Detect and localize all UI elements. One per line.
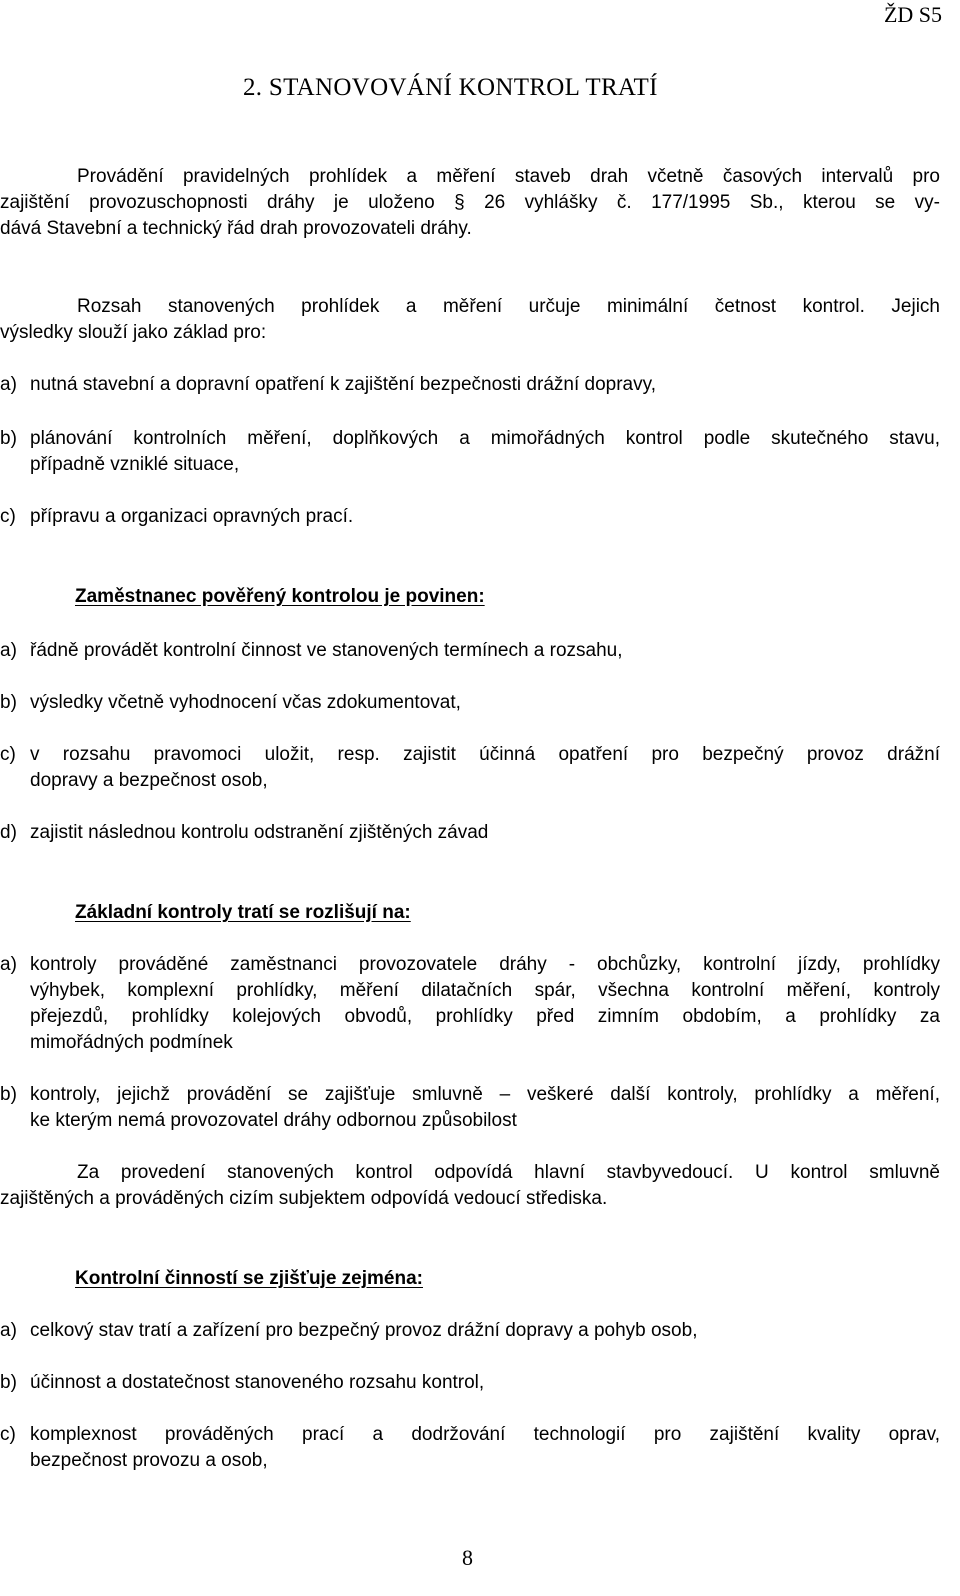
section-heading-activity: Kontrolní činností se zjišťuje zejména:	[75, 1268, 423, 1289]
chapter-title: 2. STANOVOVÁNÍ KONTROL TRATÍ	[243, 74, 658, 101]
list-item-text: zajistit následnou kontrolu odstranění zjištěných závad	[30, 822, 489, 843]
page-number: 8	[462, 1545, 473, 1570]
list-item-label: a)	[0, 1320, 17, 1341]
list-item-label: b)	[0, 692, 17, 713]
list-item-text: případně vzniklé situace,	[30, 454, 240, 475]
paragraph-line: Rozsah stanovených prohlídek a měření určuje minimální četnost kontrol. Jejich	[77, 296, 940, 317]
paragraph-line: Provádění pravidelných prohlídek a měření staveb drah včetně časových intervalů pro	[77, 166, 940, 187]
list-item-text: účinnost a dostatečnost stanoveného rozsahu kontrol,	[30, 1372, 485, 1393]
section-heading-employee: Zaměstnanec pověřený kontrolou je povinen:	[75, 586, 485, 607]
list-item-text: dopravy a bezpečnost osob,	[30, 770, 268, 791]
list-item-label: d)	[0, 822, 17, 843]
paragraph-line: zajištění provozuschopnosti dráhy je uloženo § 26 vyhlášky č. 177/1995 Sb., kterou se vy-	[0, 192, 940, 213]
list-item-text: výsledky včetně vyhodnocení včas zdokumentovat,	[30, 692, 461, 713]
list-item-label: a)	[0, 954, 17, 975]
list-item-label: c)	[0, 506, 16, 527]
list-item-text: přípravu a organizaci opravných prací.	[30, 506, 354, 527]
list-item-label: c)	[0, 744, 16, 765]
list-item-label: b)	[0, 428, 17, 449]
list-item-label: a)	[0, 640, 17, 661]
list-item-label: c)	[0, 1424, 16, 1445]
list-item-text: plánování kontrolních měření, doplňkových a mimořádných kontrol podle skutečného stavu,	[30, 428, 940, 449]
list-item-text: mimořádných podmínek	[30, 1032, 233, 1053]
list-item-text: řádně provádět kontrolní činnost ve stanovených termínech a rozsahu,	[30, 640, 623, 661]
paragraph-line: výsledky slouží jako základ pro:	[0, 322, 267, 343]
list-item-text: výhybek, komplexní prohlídky, měření dilatačních spár, všechna kontrolní měření, kontroly	[30, 980, 940, 1001]
list-item-text: celkový stav tratí a zařízení pro bezpečný provoz drážní dopravy a pohyb osob,	[30, 1320, 698, 1341]
list-item-text: přejezdů, prohlídky kolejových obvodů, prohlídky před zimním obdobím, a prohlídky za	[30, 1006, 940, 1027]
list-item-text: kontroly prováděné zaměstnanci provozovatele dráhy - obchůzky, kontrolní jízdy, prohlídky	[30, 954, 940, 975]
list-item-label: b)	[0, 1372, 17, 1393]
list-item-text: nutná stavební a dopravní opatření k zajištění bezpečnosti drážní dopravy,	[30, 374, 656, 395]
section-heading-basic-controls: Základní kontroly tratí se rozlišují na:	[75, 902, 411, 923]
list-item-text: komplexnost prováděných prací a dodržování technologií pro zajištění kvality oprav,	[30, 1424, 940, 1445]
list-item-text: ke kterým nemá provozovatel dráhy odbornou způsobilost	[30, 1110, 517, 1131]
list-item-text: v rozsahu pravomoci uložit, resp. zajistit účinná opatření pro bezpečný provoz drážní	[30, 744, 940, 765]
document-code: ŽD S5	[883, 2, 942, 27]
paragraph-line: zajištěných a prováděných cizím subjektem odpovídá vedoucí střediska.	[0, 1188, 608, 1209]
paragraph-line: dává Stavební a technický řád drah provozovateli dráhy.	[0, 218, 472, 239]
paragraph-line: Za provedení stanovených kontrol odpovídá hlavní stavbyvedoucí. U kontrol smluvně	[77, 1162, 940, 1183]
list-item-text: bezpečnost provozu a osob,	[30, 1450, 268, 1471]
list-item-text: kontroly, jejichž provádění se zajišťuje smluvně – veškeré další kontroly, prohlídky a měření,	[30, 1084, 940, 1105]
list-item-label: b)	[0, 1084, 17, 1105]
list-item-label: a)	[0, 374, 17, 395]
